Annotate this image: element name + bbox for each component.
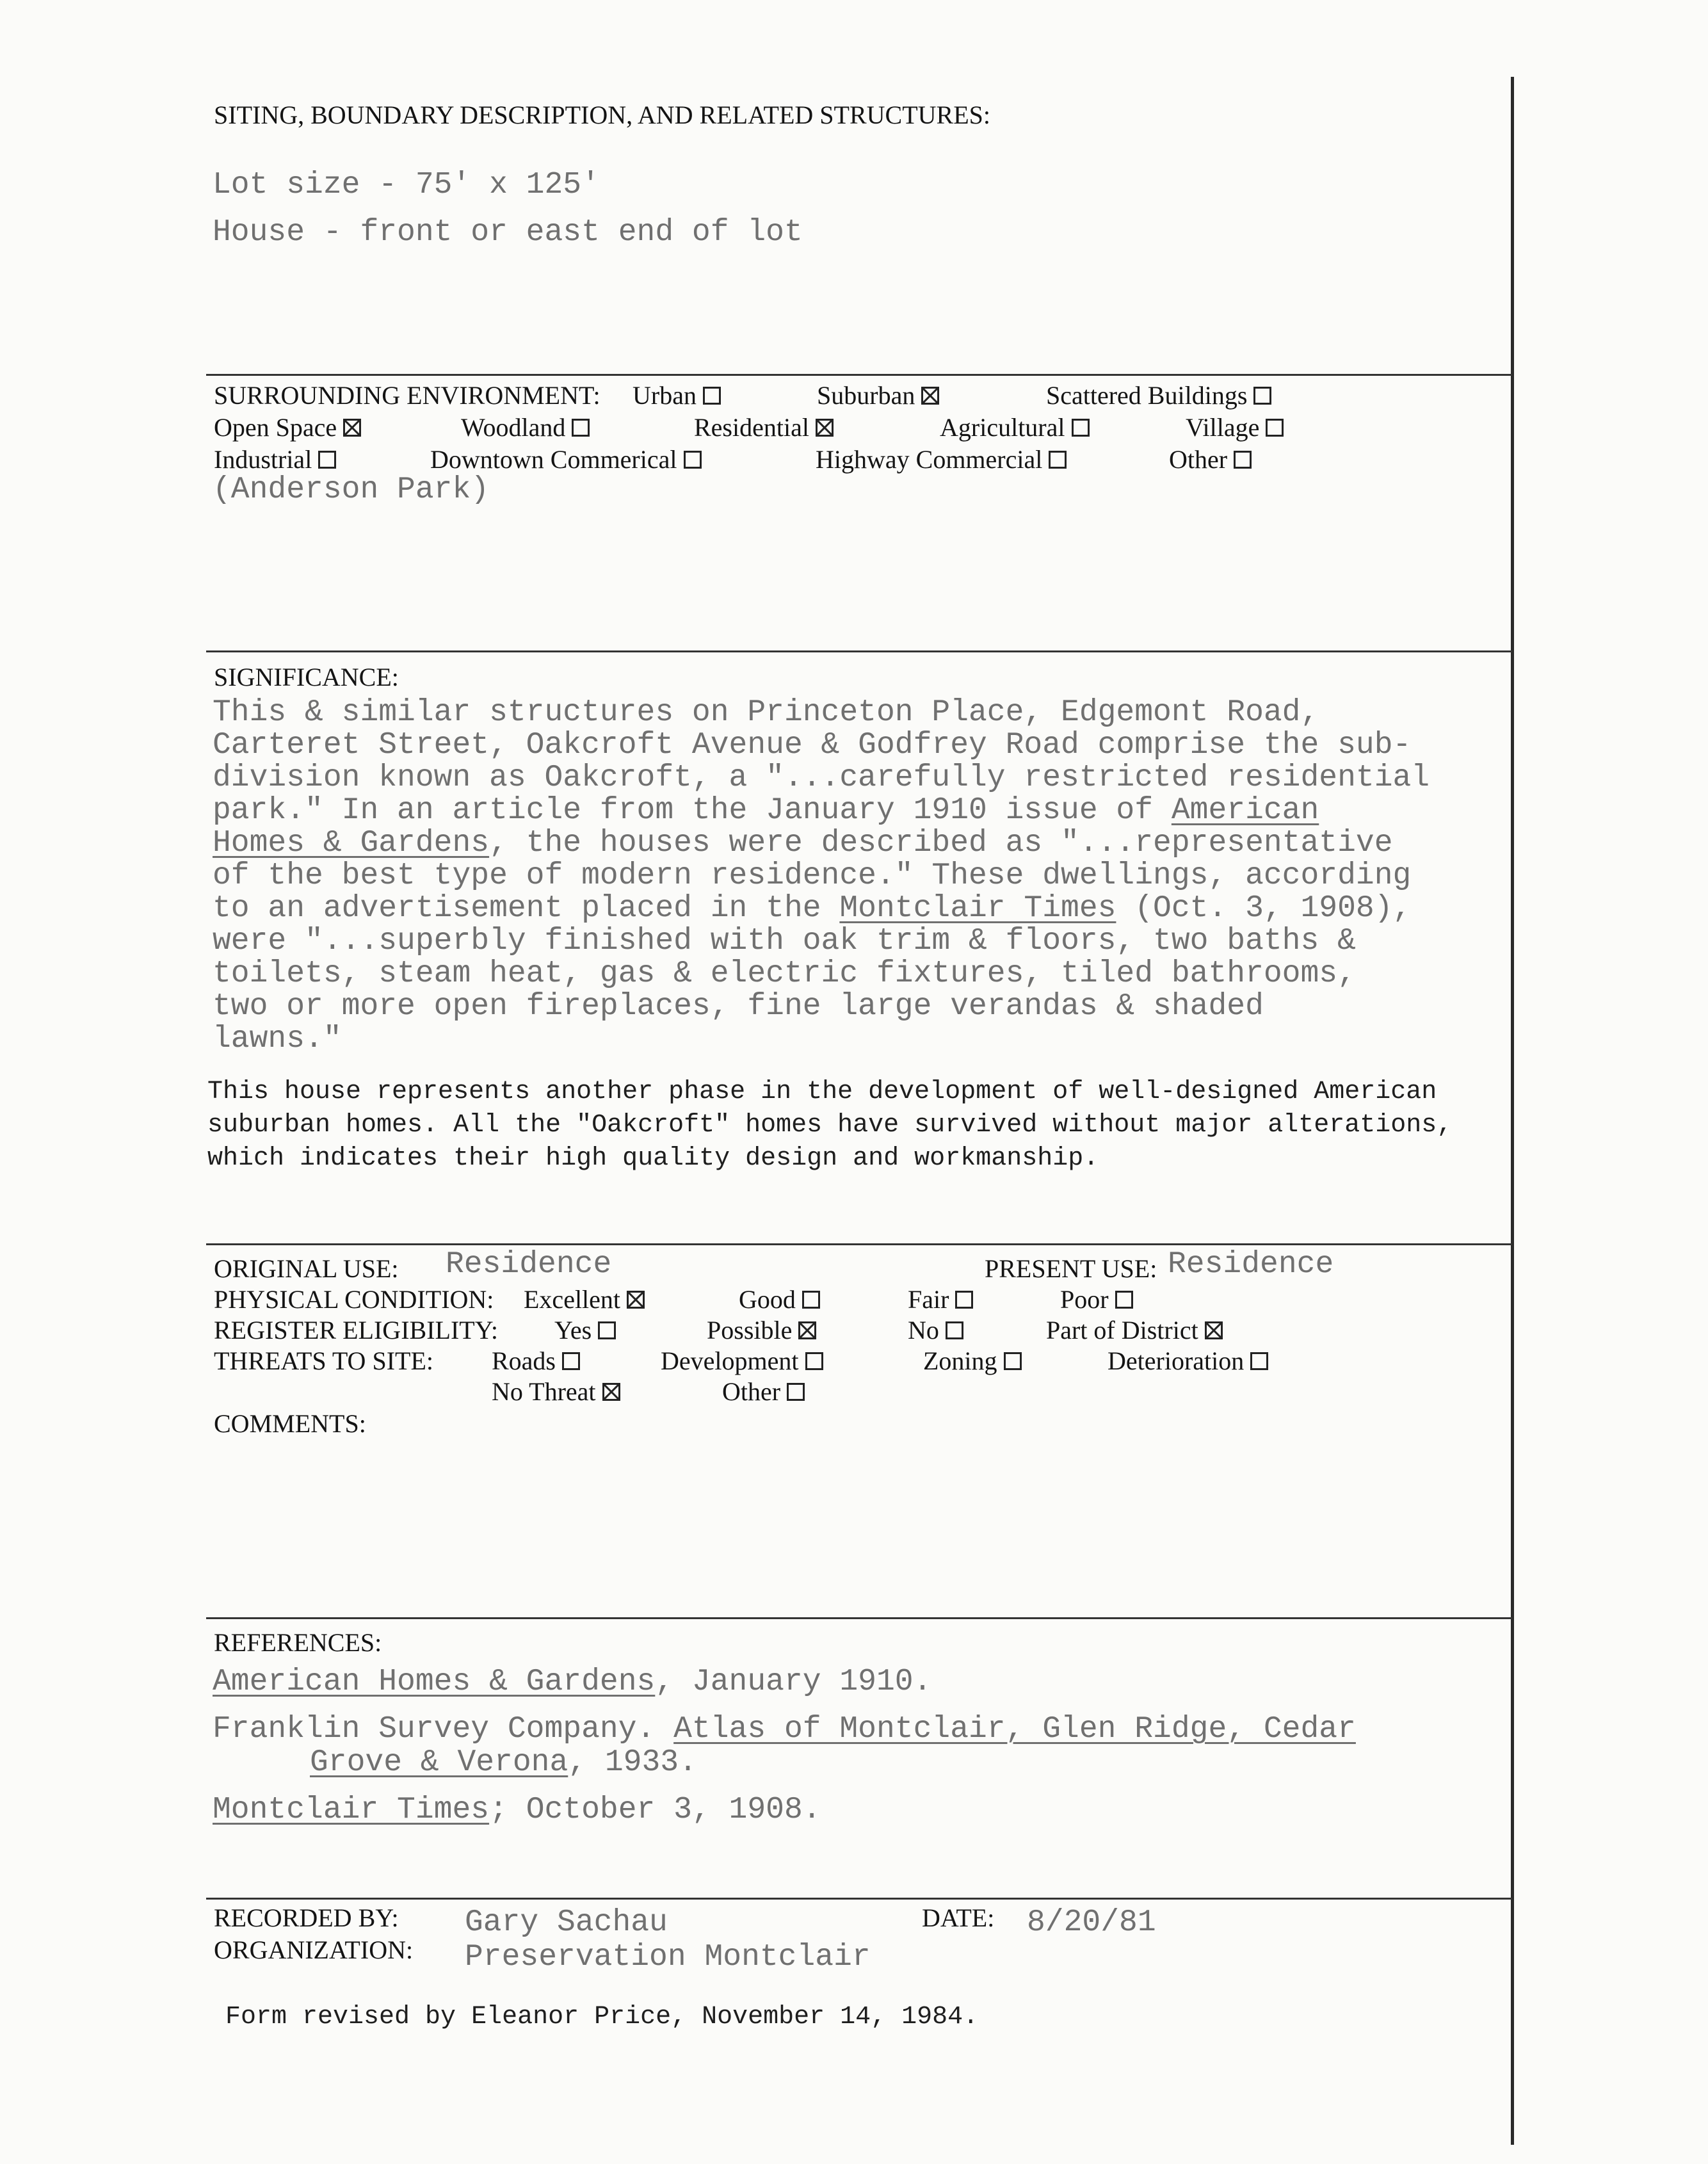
environment-heading: SURROUNDING ENVIRONMENT: [214,381,600,410]
env-residential-checkbox[interactable] [816,419,834,437]
significance-line: lawns." [213,1022,342,1056]
significance-addendum [207,1076,1452,1175]
env-urban: Urban [632,380,723,410]
eligibility-possible-checkbox[interactable] [798,1321,816,1339]
addendum-line: This house represents another phase in the development of well-designed American [207,1078,1437,1106]
threat-deterioration-checkbox[interactable] [1250,1352,1268,1370]
environment-note: (Anderson Park) [213,472,490,507]
condition-poor: Poor [1060,1284,1136,1314]
recorded-by-value: Gary Sachau [465,1905,668,1940]
references-heading: REFERENCES: [214,1628,382,1657]
threat-zoning-checkbox[interactable] [1004,1352,1022,1370]
reference-1: American Homes & Gardens, January 1910. [213,1665,932,1699]
reference-2: Franklin Survey Company. Atlas of Montclair, Glen Ridge, Cedar [213,1712,1356,1747]
reference-3: Montclair Times; October 3, 1908. [213,1793,821,1827]
organization-label: ORGANIZATION: [214,1935,414,1964]
significance-line: to an advertisement placed in the Montclair Times (Oct. 3, 1908), [213,891,1412,926]
condition-good: Good [739,1284,823,1314]
eligibility-district-checkbox[interactable] [1205,1321,1223,1339]
form-revision-note: Form revised by Eleanor Price, November 14, 1984. [225,2003,979,2031]
eligibility-no: No [908,1315,966,1345]
threat-roads: Roads [492,1346,583,1376]
condition-excellent-checkbox[interactable] [627,1291,645,1309]
present-use-label: PRESENT USE: [985,1254,1157,1283]
env-woodland-checkbox[interactable] [572,419,590,437]
siting-line-lot-size: Lot size - 75' x 125' [213,168,600,202]
significance-line: division known as Oakcroft, a "...carefully restricted residential [213,761,1430,795]
right-border-line [1511,77,1514,2145]
eligibility-no-checkbox[interactable] [946,1321,963,1339]
register-eligibility-label: REGISTER ELIGIBILITY: [214,1316,499,1344]
env-scattered-checkbox[interactable] [1253,387,1271,405]
citation-american-homes: American [1171,793,1319,828]
section-divider [206,1898,1512,1900]
significance-line: Carteret Street, Oakcroft Avenue & Godfrey Road comprise the sub- [213,728,1412,763]
physical-condition-label: PHYSICAL CONDITION: [214,1285,494,1314]
addendum-line: suburban homes. All the "Oakcroft" homes have survived without major alterations, [207,1111,1453,1140]
section-divider [206,1243,1512,1245]
threats-label: THREATS TO SITE: [214,1346,433,1375]
env-downtown-commercial: Downtown Commerical [430,444,704,474]
significance-heading: SIGNIFICANCE: [214,663,399,691]
condition-fair-checkbox[interactable] [955,1291,973,1309]
threat-no-threat-checkbox[interactable] [602,1383,620,1401]
env-village-checkbox[interactable] [1266,419,1284,437]
env-residential: Residential [694,412,836,442]
significance-line: toilets, steam heat, gas & electric fixtures, tiled bathrooms, [213,957,1356,991]
env-village: Village [1186,412,1286,442]
env-open-space: Open Space [214,412,364,442]
significance-line: two or more open fireplaces, fine large verandas & shaded [213,989,1264,1024]
env-urban-checkbox[interactable] [703,387,721,405]
citation-montclair-times: Montclair Times [839,891,1116,926]
env-highway-checkbox[interactable] [1049,451,1067,469]
env-industrial-checkbox[interactable] [318,451,336,469]
condition-poor-checkbox[interactable] [1115,1291,1133,1309]
threat-no-threat: No Threat [492,1377,623,1407]
threat-roads-checkbox[interactable] [562,1352,580,1370]
citation-american-homes-cont: Homes & Gardens [213,826,490,860]
threat-deterioration: Deterioration [1108,1346,1271,1376]
threat-development-checkbox[interactable] [805,1352,823,1370]
condition-excellent: Excellent [524,1284,647,1314]
original-use-label: ORIGINAL USE: [214,1254,399,1283]
significance-line: of the best type of modern residence." These dwellings, according [213,859,1412,893]
section-divider [206,374,1512,376]
comments-label: COMMENTS: [214,1409,366,1438]
env-woodland: Woodland [461,412,592,442]
eligibility-yes: Yes [554,1315,618,1345]
significance-line: This & similar structures on Princeton Place, Edgemont Road, [213,695,1319,730]
env-other-checkbox[interactable] [1234,451,1252,469]
significance-paragraph [213,697,1430,1056]
addendum-line: which indicates their high quality design and workmanship. [207,1144,1099,1173]
organization-value: Preservation Montclair [465,1940,871,1974]
reference-2-cont: Grove & Verona, 1933. [310,1745,697,1780]
condition-fair: Fair [908,1284,976,1314]
env-industrial: Industrial [214,444,339,474]
significance-line: park." In an article from the January 1910 issue of American [213,793,1319,828]
threat-other-checkbox[interactable] [787,1383,805,1401]
env-agricultural: Agricultural [940,412,1092,442]
threat-development: Development [661,1346,826,1376]
threat-other: Other [722,1377,807,1407]
env-scattered-buildings: Scattered Buildings [1046,380,1274,410]
section-divider [206,650,1512,652]
condition-good-checkbox[interactable] [802,1291,820,1309]
env-suburban-checkbox[interactable] [921,387,939,405]
siting-line-house: House - front or east end of lot [213,215,803,250]
env-other: Other [1169,444,1254,474]
significance-line: Homes & Gardens, the houses were described as "...representative [213,826,1393,860]
env-suburban: Suburban [817,380,942,410]
date-label: DATE: [922,1903,995,1932]
date-value: 8/20/81 [1027,1905,1156,1940]
env-open-space-checkbox[interactable] [343,419,361,437]
original-use-value: Residence [446,1247,612,1282]
section-divider [206,1617,1512,1619]
recorded-by-label: RECORDED BY: [214,1903,399,1932]
eligibility-part-of-district: Part of District [1046,1315,1225,1345]
env-agricultural-checkbox[interactable] [1072,419,1090,437]
env-highway-commercial: Highway Commercial [816,444,1069,474]
present-use-value: Residence [1168,1247,1334,1282]
significance-line: were "...superbly finished with oak trim & floors, two baths & [213,924,1356,958]
env-downtown-checkbox[interactable] [684,451,702,469]
siting-heading: SITING, BOUNDARY DESCRIPTION, AND RELATED STRUCTURES: [214,101,991,129]
eligibility-yes-checkbox[interactable] [598,1321,616,1339]
eligibility-possible: Possible [707,1315,819,1345]
threat-zoning: Zoning [923,1346,1024,1376]
